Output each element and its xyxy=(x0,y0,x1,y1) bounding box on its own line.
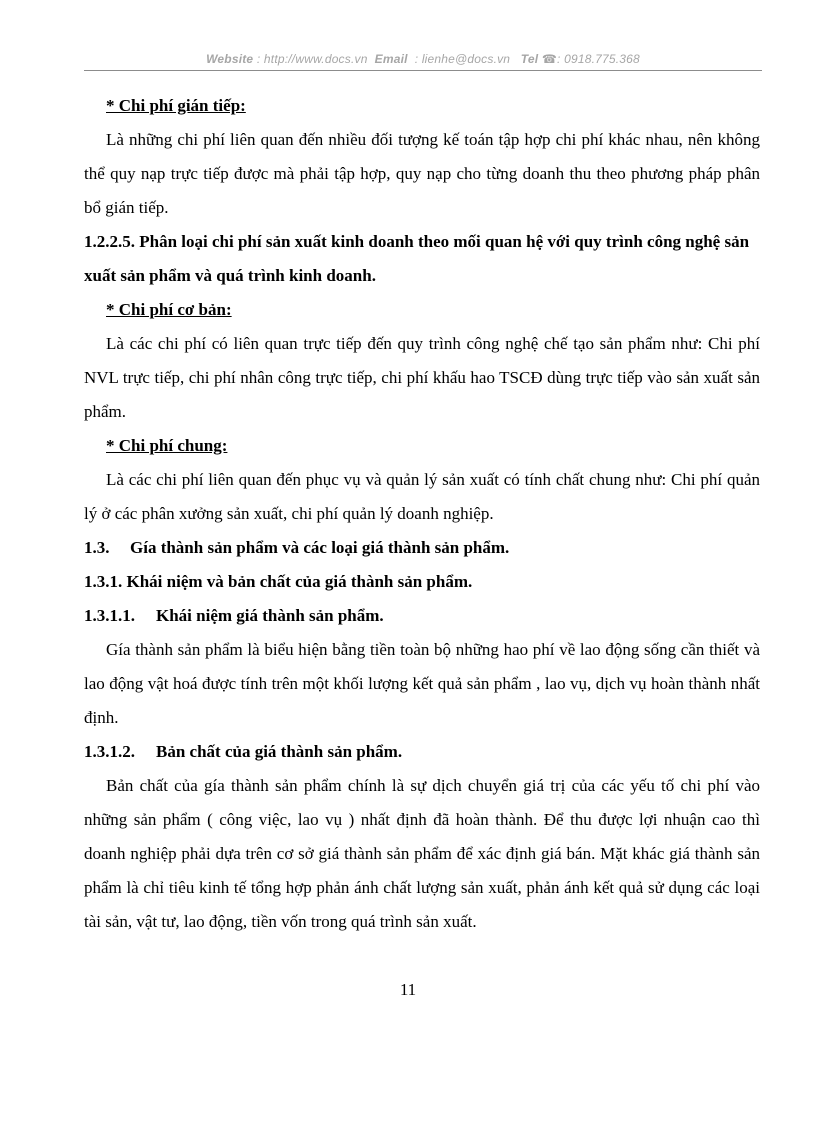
section-general-cost-text: Là các chi phí liên quan đến phục vụ và quản lý sản xuất có tính chất chung như: Chi phí quản lý ở các phân xưởng sản xuất, chi phí quản lý doanh nghiệp. xyxy=(84,470,760,523)
paragraph-concept: Gía thành sản phẩm là biểu hiện bằng tiền toàn bộ những hao phí về lao động sống cần thiết và lao động vật hoá được tính trên một khối lượng kết quả sản phẩm , lao vụ, dịch vụ hoàn thành nhất định. xyxy=(84,640,760,727)
header-divider xyxy=(84,70,762,71)
heading-1-3-1-1 xyxy=(84,599,760,633)
section-indirect-cost-text: Là những chi phí liên quan đến nhiều đối tượng kế toán tập hợp chi phí khác nhau, nên không thể quy nạp trực tiếp được mà phải tập hợp, quy nạp cho từng doanh thu theo phương pháp phân bổ gián tiếp. xyxy=(84,130,760,217)
heading-1-3 xyxy=(84,531,760,565)
section-general-cost-title: * Chi phí chung: xyxy=(106,436,228,455)
heading-1-3-1-2 xyxy=(84,735,760,769)
paragraph-nature: Bản chất của gía thành sản phẩm chính là sự dịch chuyển giá trị của các yếu tố chi phí vào những sản phẩm ( công việc, lao vụ ) nhất định đã hoàn thành. Để thu được lợi nhuận cao thì doanh nghiệp phải dựa trên cơ sở giá thành sản phẩm để xác định giá bán. Mặt khác giá thành sản phẩm là chỉ tiêu kinh tế tổng hợp phản ánh chất lượng sản xuất, phản ánh kết quả sử dụng các loại tài sản, vật tư, lao động, tiền vốn trong quá trình sản xuất. xyxy=(84,776,760,931)
section-basic-cost-text: Là các chi phí có liên quan trực tiếp đến quy trình công nghệ chế tạo sản phẩm như: Chi phí NVL trực tiếp, chi phí nhân công trực tiếp, chi phí khấu hao TSCĐ dùng trực tiếp vào sản xuất sản phẩm. xyxy=(84,334,760,421)
heading-1-3-1-1-number: 1.3.1.1. xyxy=(84,606,135,625)
heading-1-3-number: 1.3. xyxy=(84,538,110,557)
website-label: Website xyxy=(206,52,254,66)
section-indirect-cost-title: * Chi phí gián tiếp: xyxy=(106,96,246,115)
heading-1-3-text: Gía thành sản phẩm và các loại giá thành sản phẩm. xyxy=(130,538,510,557)
page-number: 11 xyxy=(399,980,417,999)
email-value: : lienhe@docs.vn xyxy=(414,52,511,66)
section-basic-cost-title: * Chi phí cơ bản: xyxy=(106,300,232,319)
heading-1-3-1-1-text: Khái niệm giá thành sản phẩm. xyxy=(156,606,384,625)
heading-1-3-1-2-number: 1.3.1.2. xyxy=(84,742,135,761)
tel-label: Tel xyxy=(520,52,539,66)
heading-1-2-2-5: 1.2.2.5. Phân loại chi phí sản xuất kinh doanh theo mối quan hệ với quy trình công nghệ sản xuất sản phẩm và quá trình kinh doanh. xyxy=(84,232,750,285)
email-label: Email xyxy=(374,52,408,66)
heading-1-3-1: 1.3.1. Khái niệm và bản chất của giá thành sản phẩm. xyxy=(84,572,473,591)
tel-value: : 0918.775.368 xyxy=(557,52,640,66)
document-body xyxy=(84,89,760,939)
page-header xyxy=(84,52,762,66)
heading-1-3-1-2-text: Bản chất của giá thành sản phẩm. xyxy=(156,742,403,761)
website-value: : http://www.docs.vn xyxy=(256,52,368,66)
phone-icon: ☎ xyxy=(541,52,557,66)
